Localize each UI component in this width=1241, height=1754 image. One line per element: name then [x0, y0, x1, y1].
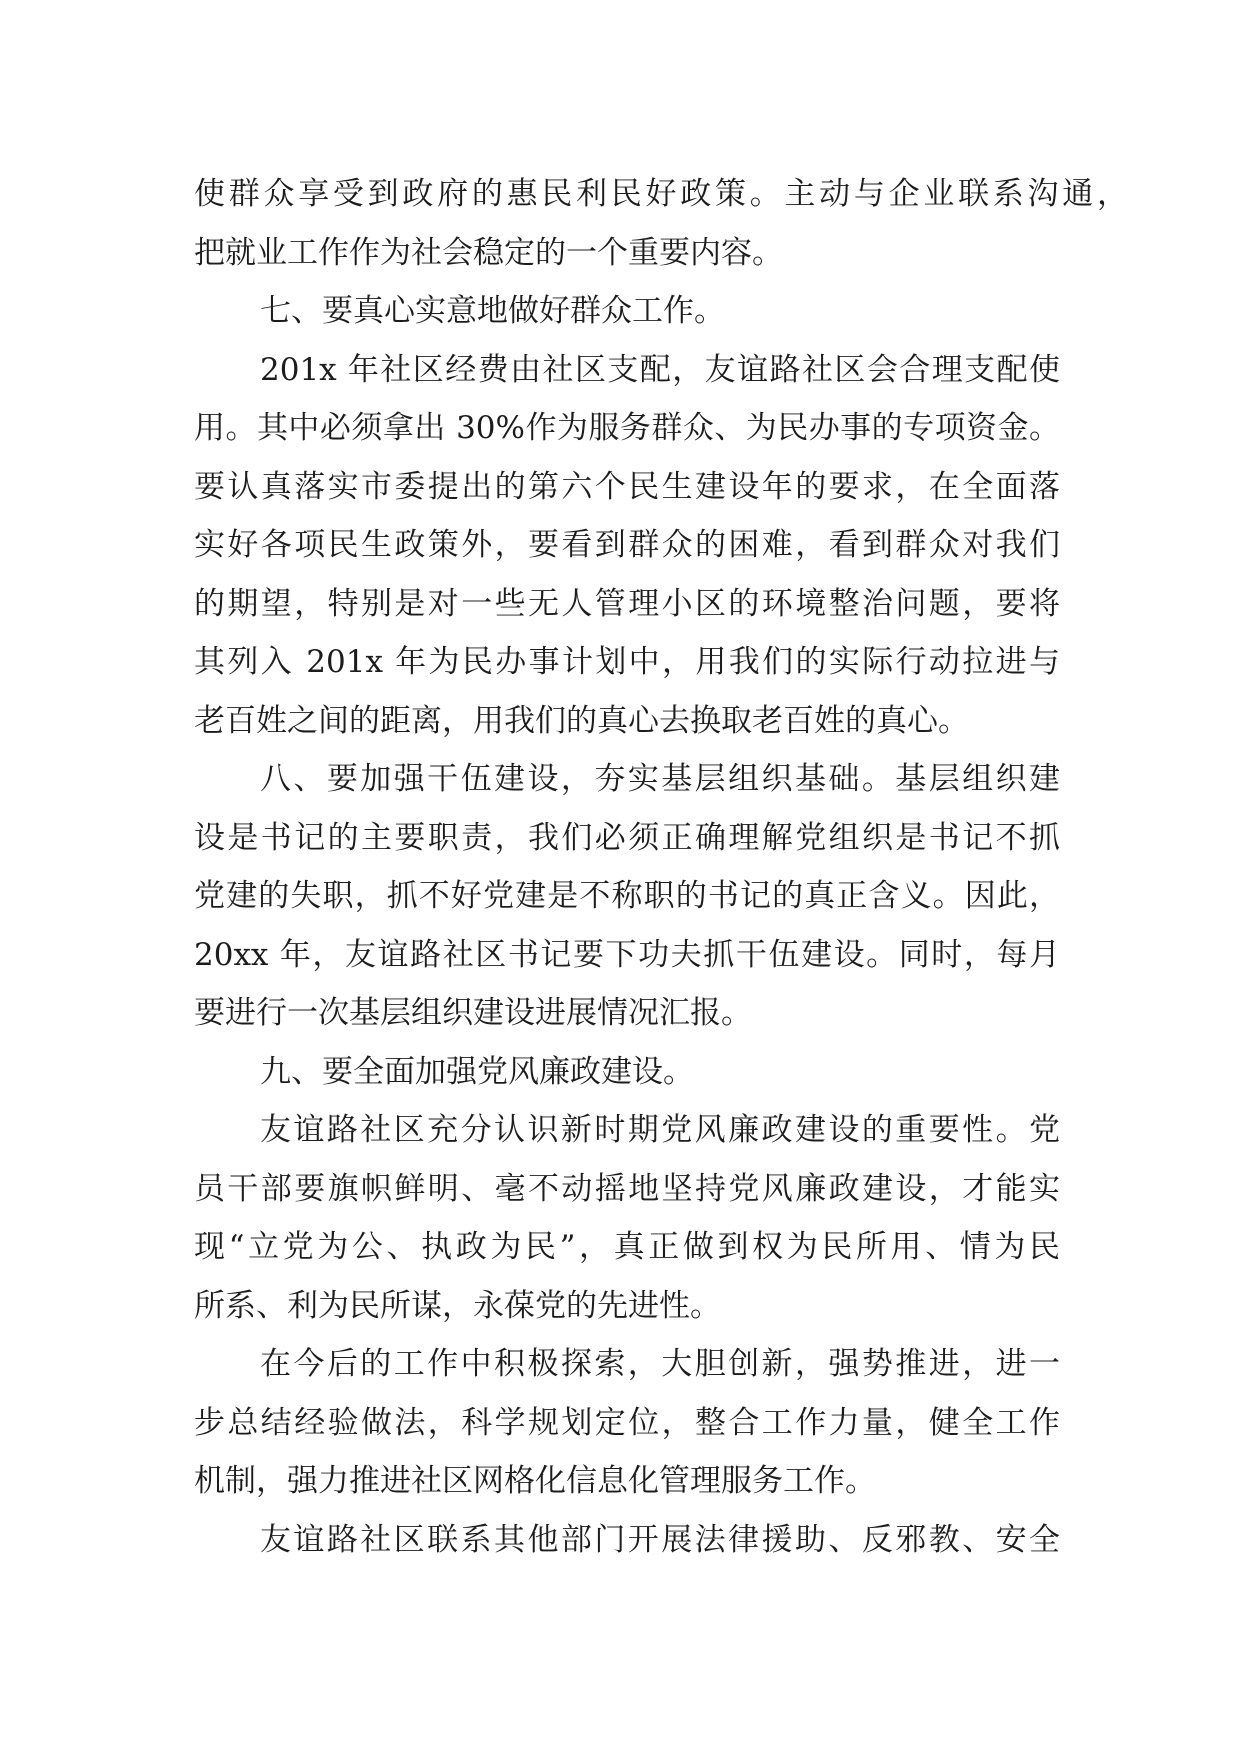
paragraph-line: 党建的失职，抓不好党建是不称职的书记的真正含义。因此，	[194, 878, 1060, 914]
paragraph-integrity	[194, 1101, 1134, 1335]
paragraph-line: 201x 年社区经费由社区支配，友谊路社区会合理支配使	[260, 351, 1060, 388]
paragraph-line: 实好各项民生政策外，要看到群众的困难，看到群众对我们	[194, 527, 1060, 563]
paragraph-line: 的期望，特别是对一些无人管理小区的环境整治问题，要将	[194, 585, 1060, 622]
paragraph-continues	[194, 1511, 1134, 1570]
paragraph-future-work	[194, 1335, 1134, 1511]
paragraph-line: 现“立党为公、执政为民”，真正做到权为民所用、情为民	[194, 1229, 1060, 1265]
paragraph-line: 老百姓之间的距离，用我们的真心去换取老百姓的真心。	[194, 702, 969, 739]
paragraph-line: 在今后的工作中积极探索，大胆创新，强势推进，进一	[260, 1346, 1060, 1382]
paragraph-line: 七、要真心实意地做好群众工作。	[260, 293, 725, 329]
paragraph-line: 员干部要旗帜鲜明、毫不动摇地坚持党风廉政建设，才能实	[194, 1170, 1060, 1207]
paragraph-line: 九、要全面加强党风廉政建设。	[260, 1053, 694, 1090]
paragraph-line: 步总结经验做法，科学规划定位，整合工作力量，健全工作	[194, 1404, 1060, 1441]
paragraph-continued	[194, 165, 1134, 282]
paragraph-line: 设是书记的主要职责，我们必须正确理解党组织是书记不抓	[194, 819, 1060, 856]
document-body	[194, 165, 1134, 1569]
paragraph-line: 其列入 201x 年为民办事计划中，用我们的实际行动拉进与	[194, 644, 1060, 680]
paragraph-line: 要认真落实市委提出的第六个民生建设年的要求，在全面落	[194, 468, 1060, 505]
paragraph-line: 把就业工作作为社会稳定的一个重要内容。	[194, 234, 783, 271]
paragraph-line: 使群众享受到政府的惠民利民好政策。主动与企业联系沟通，	[194, 176, 1128, 212]
section-heading-7	[194, 282, 1134, 341]
paragraph-line: 机制，强力推进社区网格化信息化管理服务工作。	[194, 1463, 876, 1499]
paragraph-line: 用。其中必须拿出 30%作为服务群众、为民办事的专项资金。	[194, 410, 1060, 446]
paragraph-line: 所系、利为民所谋，永葆党的先进性。	[194, 1287, 721, 1324]
paragraph-line: 友谊路社区联系其他部门开展法律援助、反邪教、安全	[260, 1521, 1060, 1558]
section-heading-8	[194, 750, 1134, 1043]
paragraph-line: 要进行一次基层组织建设进展情况汇报。	[194, 995, 752, 1031]
section-heading-9	[194, 1043, 1134, 1102]
paragraph-line: 20xx 年，友谊路社区书记要下功夫抓干伍建设。同时，每月	[194, 936, 1060, 973]
paragraph-funding	[194, 341, 1134, 751]
paragraph-line: 八、要加强干伍建设，夯实基层组织基础。基层组织建	[260, 761, 1060, 797]
paragraph-line: 友谊路社区充分认识新时期党风廉政建设的重要性。党	[260, 1112, 1060, 1148]
